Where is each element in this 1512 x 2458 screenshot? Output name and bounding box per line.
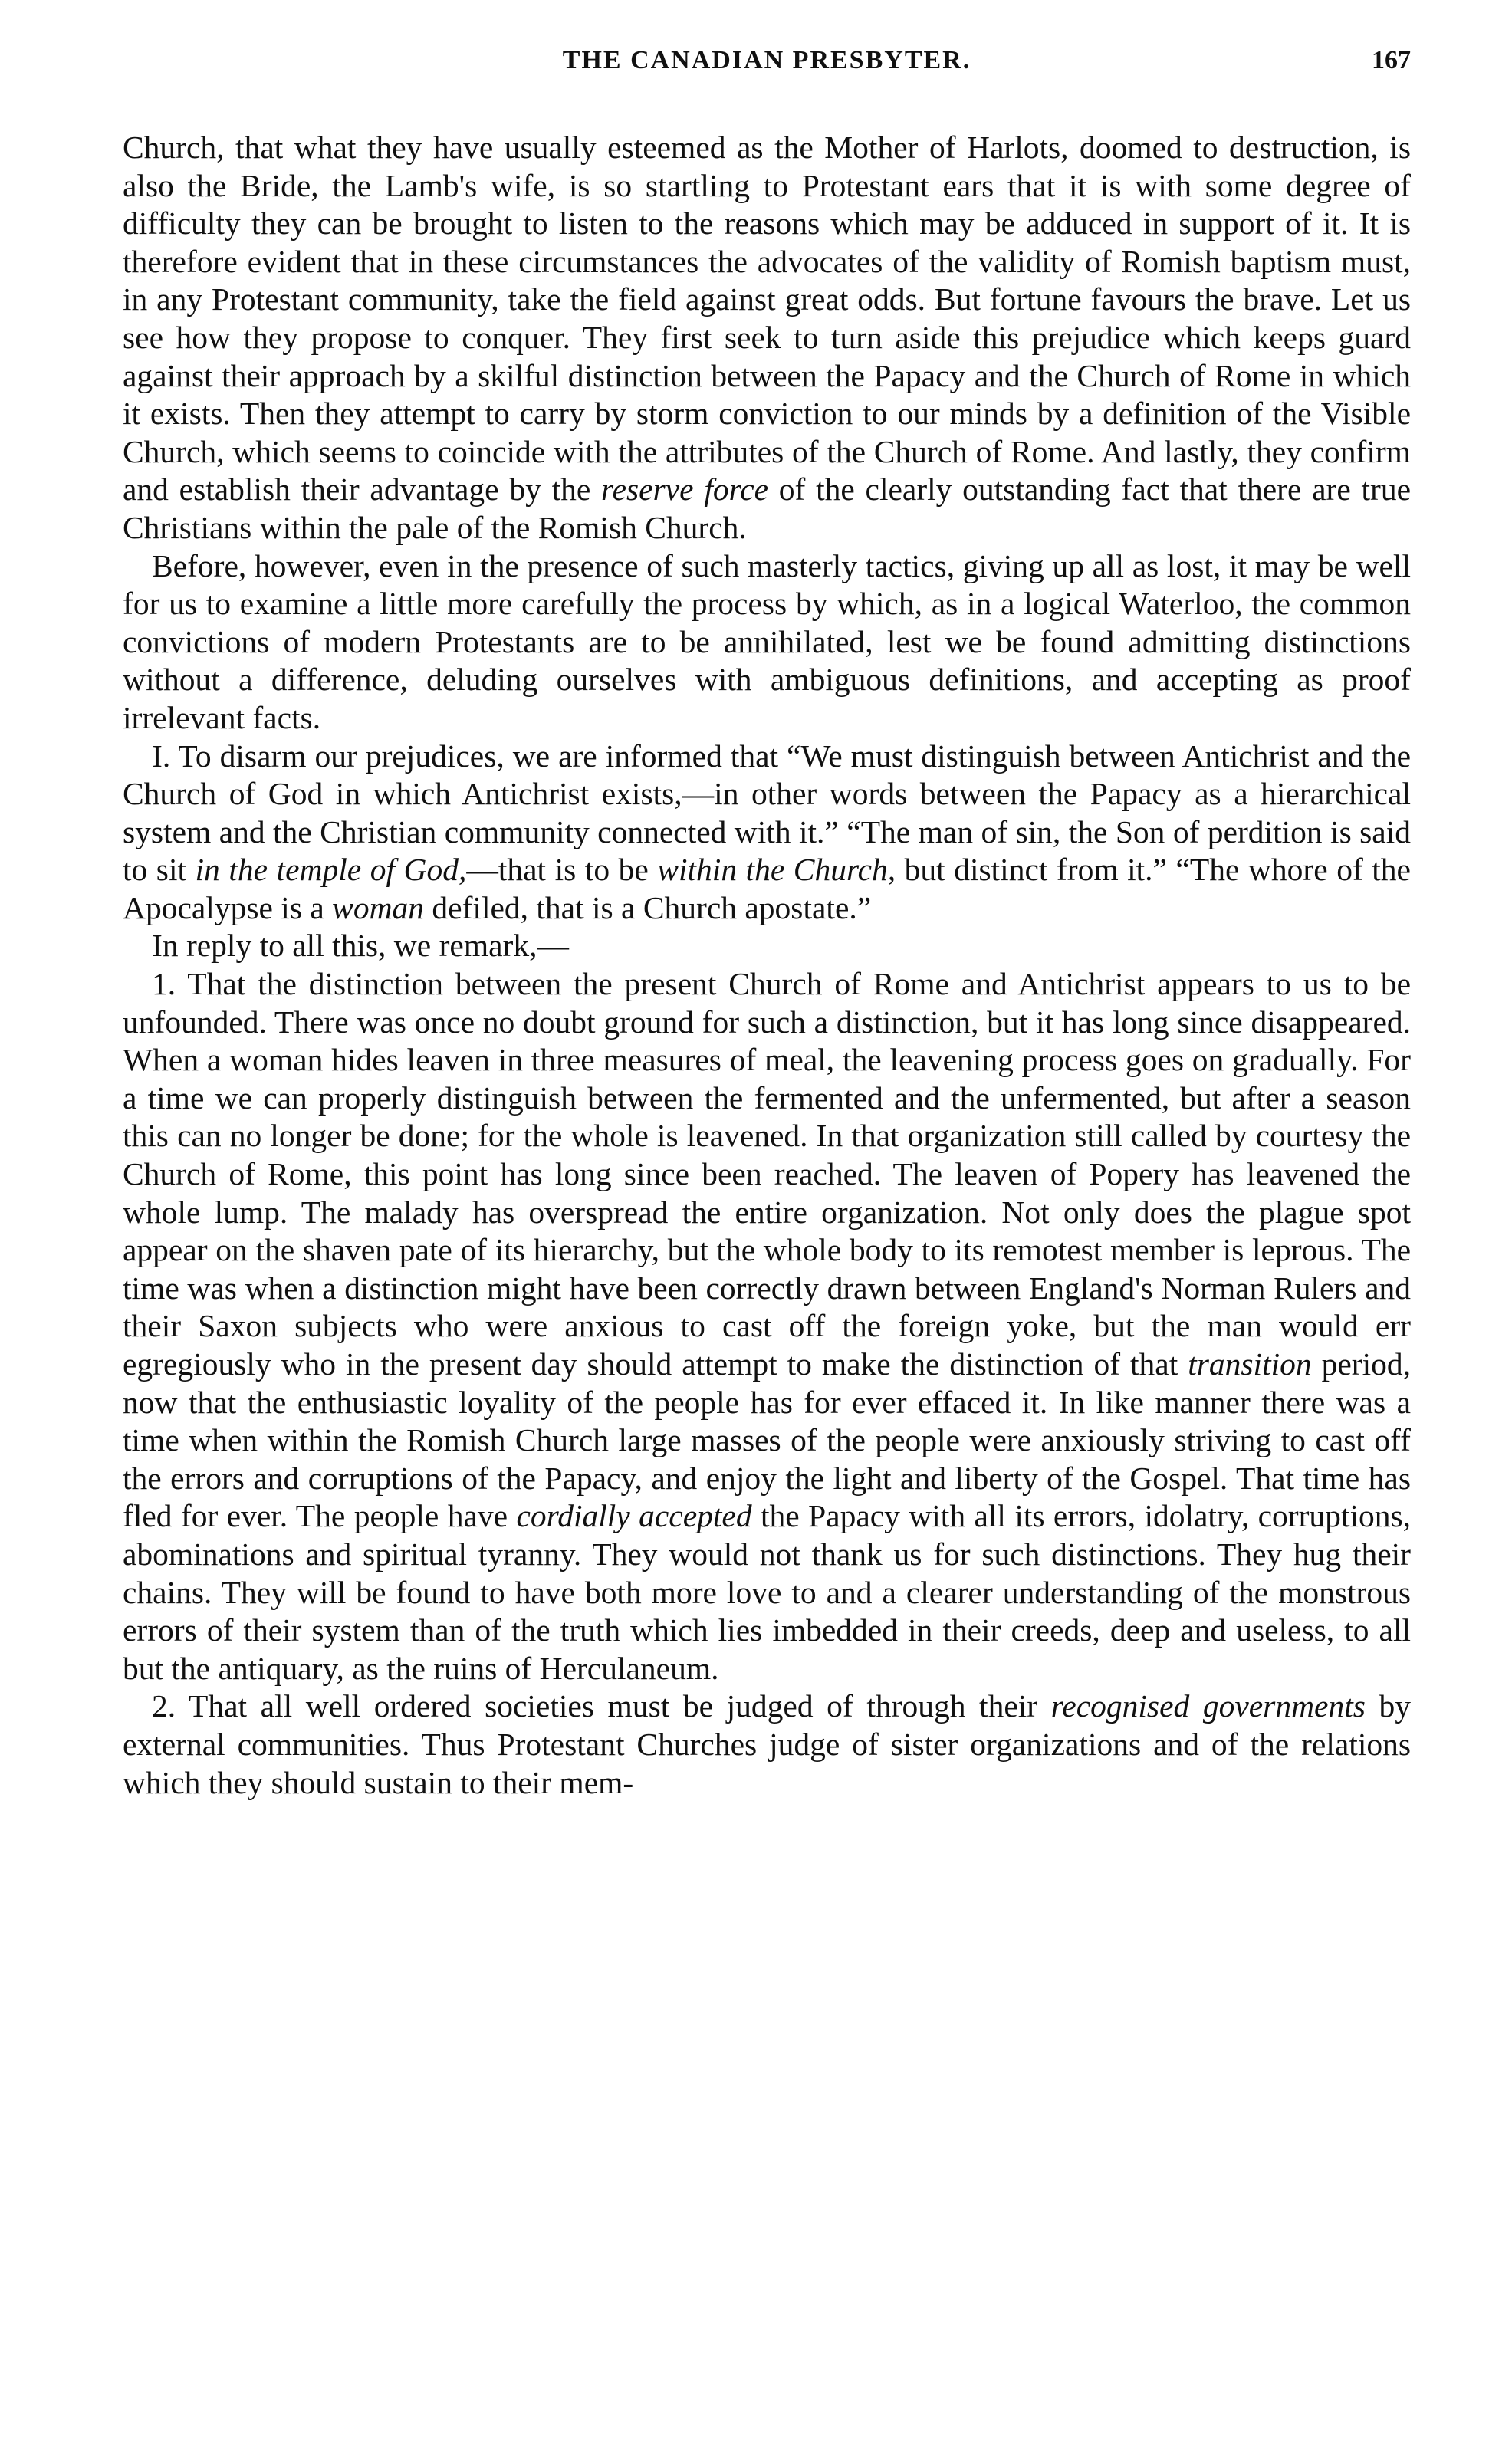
page-header [123, 46, 1411, 89]
paragraph [123, 547, 1411, 738]
italic-text: within the Church, [657, 852, 896, 888]
italic-text: cordially accepted [516, 1498, 752, 1534]
italic-text: in the temple of God, [195, 852, 467, 888]
text-run: I. To disarm our prejudices, we are informed that “We must distinguish between Antichrist and the Church of God in which Antichrist exists,—in other words between the Papacy as a hierarchical system and the Christian community connected with it.” “The man of sin, the Son of perdition is said to sit [123, 738, 1411, 888]
text-run: by external communities. Thus Protestant Churches judge of sister organizations and of the relations which they should sustain to their mem- [123, 1688, 1412, 1800]
text-run: defiled, that is a Church apostate.” [424, 889, 872, 925]
paragraph [123, 965, 1411, 1687]
italic-text: recognised governments [1050, 1688, 1366, 1724]
text-run: of the clearly outstanding fact that there are true Christians within the pale of the Romish Church. [123, 472, 1412, 545]
page-number: 167 [1372, 46, 1411, 74]
text-run: 1. That the distinction between the present Church of Rome and Antichrist appears to us to be unfounded. There was once no doubt ground for such a distinction, but it has long since disappeared. When a woman hides leaven in three measures of meal, the leavening process goes on gradually. For a time we can properly distinguish between the fermented and the unfermented, but after a season this can no longer be done; for the whole is leavened. In that organization still called by courtesy the Church of Rome, this point has long since been reached. The leaven of Popery has leavened the whole lump. The malady has overspread the entire organization. Not only does the plague spot appear on the shaven pate of its hierarchy, but the whole body to its remotest member is leprous. The time was when a distinction might have been correctly drawn between England's Norman Rulers and their Saxon subjects who were anxious to cast off the foreign yoke, but the man would err egregiously who in the present day should attempt to make the distinction of that [123, 966, 1411, 1382]
document-page [123, 46, 1411, 1802]
italic-text: transition [1188, 1346, 1312, 1382]
italic-text: woman [332, 889, 425, 925]
italic-text: reserve force [601, 472, 769, 508]
paragraph [123, 1687, 1411, 1802]
running-title: THE CANADIAN PRESBYTER. [562, 46, 971, 74]
text-run: 2. That all well ordered societies must be judged of through their [152, 1688, 1051, 1724]
text-run: but distinct from it.” “The whore of the Apocalypse is a [123, 852, 1411, 925]
text-run: period, now that the enthusiastic loyality of the people has for ever effaced it. In like manner there was a time when within the Romish Church large masses of the people were anxiously striving to cast off the errors and corruptions of the Papacy, and enjoy the light and liberty of the Gospel. That time has fled for ever. The people have [123, 1346, 1411, 1534]
paragraph [123, 129, 1411, 547]
body-text [123, 129, 1411, 1802]
paragraph [123, 738, 1411, 928]
paragraph [123, 927, 1411, 965]
text-run: Before, however, even in the presence of such masterly tactics, giving up all as lost, it may be well for us to examine a little more carefully the process by which, as in a logical Waterloo, the common convictions of modern Protestants are to be annihilated, lest we be found admitting distinctions without a difference, deluding ourselves with ambiguous definitions, and accepting as proof irrelevant facts. [123, 547, 1411, 735]
text-run: In reply to all this, we remark,— [152, 928, 569, 964]
text-run: the Papacy with all its errors, idolatry, corruptions, abominations and spiritual tyranny. They would not thank us for such distinctions. They hug their chains. They will be found to have both more love to and a clearer understanding of the monstrous errors of their system than of the truth which lies imbedded in their creeds, deep and useless, to all but the antiquary, as the ruins of Herculaneum. [123, 1498, 1411, 1686]
text-run: —that is to be [466, 852, 658, 888]
text-run: Church, that what they have usually esteemed as the Mother of Harlots, doomed to destruction, is also the Bride, the Lamb's wife, is so startling to Protestant ears that it is with some degree of difficulty they can be brought to listen to the reasons which may be adduced in support of it. It is therefore evident that in these circumstances the advocates of the validity of Romish baptism must, in any Protestant community, take the field against great odds. But fortune favours the brave. Let us see how they propose to conquer. They first seek to turn aside this prejudice which keeps guard against their approach by a skilful distinction between the Papacy and the Church of Rome in which it exists. Then they attempt to carry by storm conviction to our minds by a definition of the Visible Church, which seems to coincide with the attributes of the Church of Rome. And lastly, they confirm and establish their advantage by the [123, 130, 1411, 508]
